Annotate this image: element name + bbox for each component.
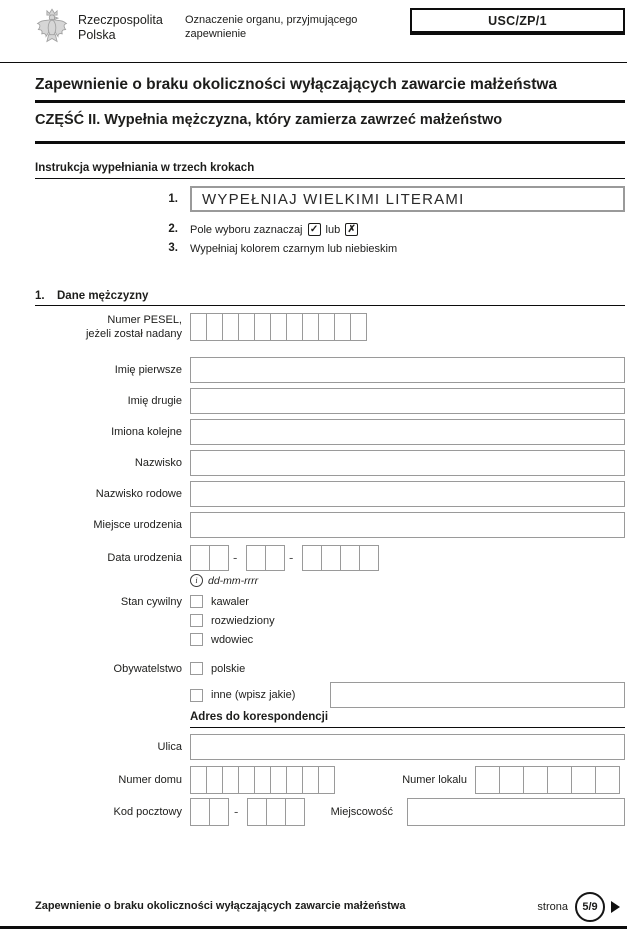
- page-header: [35, 6, 625, 54]
- char-cell[interactable]: [209, 545, 229, 571]
- inne-checkbox[interactable]: [190, 689, 203, 702]
- char-cell[interactable]: [475, 766, 500, 794]
- char-cell[interactable]: [286, 313, 303, 341]
- apartment-number-label: Numer lokalu: [402, 774, 467, 786]
- marital-option-row: [35, 592, 625, 611]
- birth-year-cells[interactable]: [302, 545, 379, 571]
- check-glyph: ✓: [309, 224, 319, 235]
- cross-glyph: ✗: [347, 224, 356, 235]
- birth-date-row: [35, 545, 625, 571]
- birth-month-cells[interactable]: [246, 545, 285, 571]
- title-rule: [35, 100, 625, 103]
- republic-label: [78, 13, 163, 43]
- step-2-or-label: lub: [325, 223, 341, 236]
- date-separator-2: -: [289, 550, 294, 565]
- rozwiedziony-checkbox[interactable]: [190, 614, 203, 627]
- marital-option-row: [35, 630, 625, 649]
- wdowiec-label: wdowiec: [211, 633, 254, 646]
- inne-label: inne (wpisz jakie): [211, 689, 296, 701]
- instruction-step-2: [35, 222, 625, 237]
- pesel-label: [35, 313, 182, 341]
- info-icon: i: [190, 574, 203, 587]
- date-format-text: dd-mm-rrrr: [208, 574, 259, 587]
- citizenship-option-row: [35, 659, 625, 678]
- address-rule: [190, 727, 625, 728]
- instruction-step-1: [35, 186, 625, 212]
- char-cell[interactable]: [254, 766, 271, 794]
- family-surname-label: Nazwisko rodowe: [95, 488, 182, 500]
- footer-form-title: Zapewnienie o braku okoliczności wyłączających zawarcie małżeństwa: [35, 900, 406, 912]
- crossed-checkbox-icon: [345, 223, 358, 236]
- polskie-checkbox[interactable]: [190, 662, 203, 675]
- pesel-row: [35, 313, 625, 341]
- first-name-label: Imię pierwsze: [114, 364, 182, 376]
- street-label: Ulica: [157, 741, 182, 753]
- republic-line1: Rzeczpospolita: [78, 13, 163, 27]
- char-cell[interactable]: [254, 313, 271, 341]
- postal-code-row: [35, 798, 625, 826]
- section-1-title: Dane mężczyzny: [57, 290, 149, 302]
- part-title: CZĘŚĆ II. Wypełnia mężczyzna, który zamierza zawrzeć małżeństwo: [35, 112, 503, 128]
- address-heading: Adres do korespondencji: [190, 711, 329, 723]
- date-hint-row: [35, 574, 625, 587]
- char-cell[interactable]: [190, 798, 210, 826]
- birth-day-cells[interactable]: [190, 545, 229, 571]
- char-cell[interactable]: [238, 766, 255, 794]
- street-input[interactable]: [190, 734, 625, 760]
- first-name-row: [35, 357, 625, 383]
- surname-input[interactable]: [190, 450, 625, 476]
- house-number-label: Numer domu: [118, 774, 182, 786]
- char-cell[interactable]: [206, 766, 223, 794]
- instructions-rule: [35, 178, 625, 179]
- citizenship-label: Obywatelstwo: [113, 662, 182, 675]
- char-cell[interactable]: [499, 766, 524, 794]
- char-cell[interactable]: [318, 766, 335, 794]
- step-3-text: Wypełniaj kolorem czarnym lub niebieskim: [190, 242, 398, 255]
- step-2-number: 2.: [168, 223, 178, 235]
- surname-label: Nazwisko: [134, 457, 182, 469]
- uppercase-example-text: WYPEŁNIAJ WIELKIMI LITERAMI: [202, 190, 465, 208]
- char-cell[interactable]: [571, 766, 596, 794]
- marital-status-label: Stan cywilny: [120, 595, 182, 608]
- polskie-label: polskie: [211, 662, 246, 675]
- postal-code-cells-a[interactable]: [190, 798, 229, 826]
- other-names-label: Imiona kolejne: [111, 426, 182, 438]
- char-cell[interactable]: [302, 313, 319, 341]
- kawaler-label: kawaler: [211, 595, 249, 608]
- step-2-text: [190, 222, 363, 237]
- apartment-number-cells[interactable]: [475, 766, 620, 794]
- date-separator: -: [233, 550, 238, 565]
- char-cell[interactable]: [222, 766, 239, 794]
- char-cell[interactable]: [190, 313, 207, 341]
- surname-row: [35, 450, 625, 476]
- step-2-label: Pole wyboru zaznaczaj: [190, 223, 303, 236]
- part-title-rule: [35, 141, 625, 144]
- street-row: [35, 734, 625, 760]
- section-1-rule: [35, 305, 625, 306]
- pesel-cell-grid[interactable]: [190, 313, 367, 341]
- step-3-number: 3.: [168, 242, 178, 254]
- char-cell[interactable]: [340, 545, 360, 571]
- header-divider: [0, 62, 627, 63]
- rozwiedziony-label: rozwiedziony: [211, 614, 275, 627]
- house-number-row: [35, 766, 625, 794]
- birth-place-row: [35, 512, 625, 538]
- step-1-number: 1.: [168, 193, 178, 205]
- form-title: Zapewnienie o braku okoliczności wyłączających zawarcie małżeństwa: [35, 76, 558, 93]
- char-cell[interactable]: [238, 313, 255, 341]
- birth-date-label: Data urodzenia: [107, 552, 182, 564]
- pesel-label-line2: jeżeli został nadany: [85, 328, 182, 340]
- checked-checkbox-icon: [308, 223, 321, 236]
- birth-place-label: Miejsce urodzenia: [93, 519, 182, 531]
- date-format-hint: [190, 574, 258, 587]
- char-cell[interactable]: [302, 545, 322, 571]
- postal-separator: -: [234, 804, 239, 819]
- family-surname-row: [35, 481, 625, 507]
- citizenship-other-row: [35, 682, 625, 708]
- city-label: Miejscowość: [330, 806, 393, 818]
- char-cell[interactable]: [190, 545, 210, 571]
- char-cell[interactable]: [270, 313, 287, 341]
- char-cell[interactable]: [350, 313, 367, 341]
- citizenship-group: [35, 659, 625, 708]
- page-word-label: strona: [537, 901, 568, 913]
- bottom-page-rule: [0, 926, 627, 929]
- other-names-row: [35, 419, 625, 445]
- char-cell[interactable]: [302, 766, 319, 794]
- polish-eagle-coat-of-arms-icon: [35, 6, 69, 48]
- page-number-badge: 5/9: [575, 892, 605, 922]
- char-cell[interactable]: [246, 545, 266, 571]
- char-cell[interactable]: [523, 766, 548, 794]
- family-surname-input[interactable]: [190, 481, 625, 507]
- char-cell[interactable]: [286, 766, 303, 794]
- other-names-input[interactable]: [190, 419, 625, 445]
- birth-place-input[interactable]: [190, 512, 625, 538]
- second-name-label: Imię drugie: [127, 395, 182, 407]
- char-cell[interactable]: [190, 766, 207, 794]
- char-cell[interactable]: [547, 766, 572, 794]
- footer-pagination: [537, 892, 620, 922]
- char-cell[interactable]: [265, 545, 285, 571]
- instruction-step-3: [35, 241, 625, 256]
- house-number-cells[interactable]: [190, 766, 335, 794]
- form-code-box: USC/ZP/1: [410, 8, 625, 35]
- marital-option-row: [35, 611, 625, 630]
- char-cell[interactable]: [222, 313, 239, 341]
- other-citizenship-input[interactable]: [330, 682, 625, 708]
- next-page-arrow-icon: [611, 901, 620, 913]
- char-cell[interactable]: [334, 313, 351, 341]
- char-cell[interactable]: [247, 798, 267, 826]
- organ-designation-label: Oznaczenie organu, przyjmującego zapewnienie: [185, 14, 358, 40]
- city-input[interactable]: [407, 798, 625, 826]
- char-cell[interactable]: [270, 766, 287, 794]
- char-cell[interactable]: [595, 766, 620, 794]
- char-cell[interactable]: [206, 313, 223, 341]
- marital-status-group: [35, 592, 625, 649]
- first-name-input[interactable]: [190, 357, 625, 383]
- section-1-number: 1.: [35, 290, 45, 302]
- second-name-row: [35, 388, 625, 414]
- republic-line2: Polska: [78, 28, 116, 42]
- wdowiec-checkbox[interactable]: [190, 633, 203, 646]
- second-name-input[interactable]: [190, 388, 625, 414]
- char-cell[interactable]: [318, 313, 335, 341]
- pesel-label-line1: Numer PESEL,: [107, 314, 182, 326]
- char-cell[interactable]: [359, 545, 379, 571]
- postal-code-label: Kod pocztowy: [113, 806, 182, 818]
- uppercase-example-box: [190, 186, 625, 212]
- char-cell[interactable]: [321, 545, 341, 571]
- char-cell[interactable]: [209, 798, 229, 826]
- instructions-heading: Instrukcja wypełniania w trzech krokach: [35, 162, 255, 174]
- kawaler-checkbox[interactable]: [190, 595, 203, 608]
